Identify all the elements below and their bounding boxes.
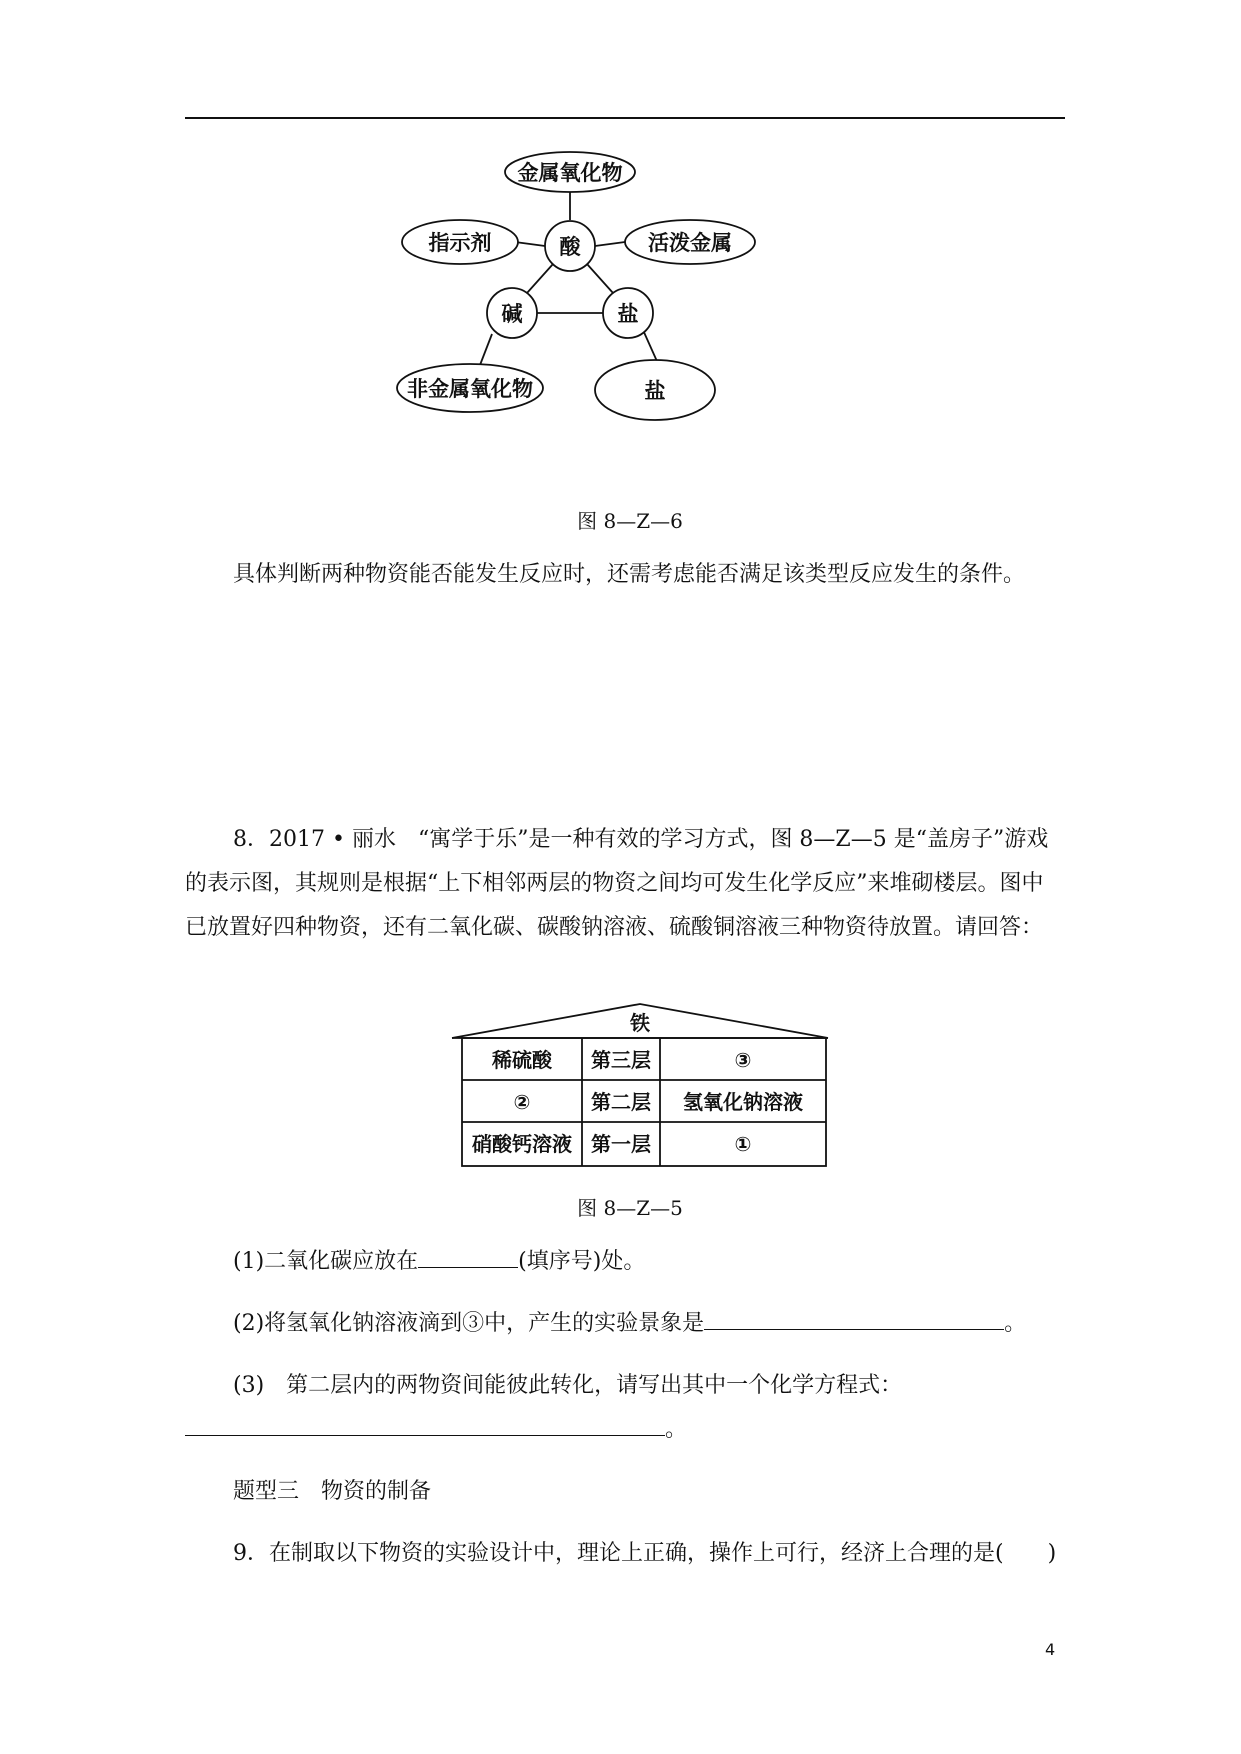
label-active-metal: 活泼金属 xyxy=(648,231,732,255)
subquestion-2-suffix: 。 xyxy=(1004,1311,1027,1336)
cell-r1-c1: 稀硫酸 xyxy=(492,1048,552,1072)
question-9-answer-paren[interactable]: ( ) xyxy=(995,1541,1057,1566)
house-roof: 铁 xyxy=(630,1011,650,1035)
house-game-figure xyxy=(440,1000,840,1170)
page-number: 4 xyxy=(1045,1640,1056,1659)
header-rule xyxy=(185,117,1065,119)
subquestion-3: (3) 第二层内的两物资间能彼此转化，请写出其中一个化学方程式： xyxy=(233,1373,903,1398)
label-salt-bottom: 盐 xyxy=(644,379,666,403)
cell-r1-c3: ③ xyxy=(734,1048,752,1072)
cell-r2-c1: ② xyxy=(513,1090,531,1114)
subquestion-3-answer-line xyxy=(185,1408,1065,1452)
answer-blank-2[interactable] xyxy=(704,1303,1004,1330)
label-base: 碱 xyxy=(501,302,523,326)
label-nonmetal-oxide: 非金属氧化物 xyxy=(407,377,533,401)
cell-r2-c2: 第二层 xyxy=(591,1090,651,1114)
label-metal-oxide: 金属氧化物 xyxy=(517,161,623,185)
answer-blank-1[interactable] xyxy=(418,1241,518,1268)
subquestion-3-end: 。 xyxy=(665,1417,688,1442)
paragraph-condition: 具体判断两种物资能否能发生反应时，还需考虑能否满足该类型反应发生的条件。 xyxy=(233,562,1026,587)
subquestion-2-text: (2)将氢氧化钠溶液滴到③中，产生的实验景象是 xyxy=(233,1311,705,1336)
cell-r3-c1: 硝酸钙溶液 xyxy=(472,1132,572,1156)
section-heading: 题型三 物资的制备 xyxy=(233,1479,432,1504)
question-8: 8．2017 • 丽水 “寓学于乐”是一种有效的学习方式，图 8—Z—5 是“盖房子”游戏的表示图，其规则是根据“上下相邻两层的物资之间均可发生化学反应”来堆砌楼层。图中已放置好四种物资，还有二氧化碳、碳酸钠溶液、硫酸铜溶液三种物资待放置。请回答： xyxy=(185,827,1049,940)
answer-blank-3[interactable] xyxy=(185,1409,665,1436)
subquestion-1-suffix: (填序号)处。 xyxy=(518,1249,646,1274)
label-acid: 酸 xyxy=(559,235,581,259)
figure-caption-6: 图 8—Z—6 xyxy=(577,509,683,533)
label-salt-center: 盐 xyxy=(617,302,639,326)
subquestion-1 xyxy=(233,1240,1063,1284)
label-indicator: 指示剂 xyxy=(428,231,492,255)
cell-r3-c3: ① xyxy=(734,1132,752,1156)
question-9-text: 9．在制取以下物资的实验设计中，理论上正确，操作上可行，经济上合理的是 xyxy=(233,1541,995,1566)
cell-r1-c2: 第三层 xyxy=(591,1048,651,1072)
question-9 xyxy=(185,1532,1065,1576)
cell-r3-c2: 第一层 xyxy=(591,1132,651,1156)
subquestion-2 xyxy=(233,1302,1063,1346)
cell-r2-c3: 氢氧化钠溶液 xyxy=(683,1090,803,1114)
figure-caption-5: 图 8—Z—5 xyxy=(577,1196,683,1220)
subquestion-1-text: (1)二氧化碳应放在 xyxy=(233,1249,419,1274)
reaction-diagram xyxy=(407,160,880,480)
